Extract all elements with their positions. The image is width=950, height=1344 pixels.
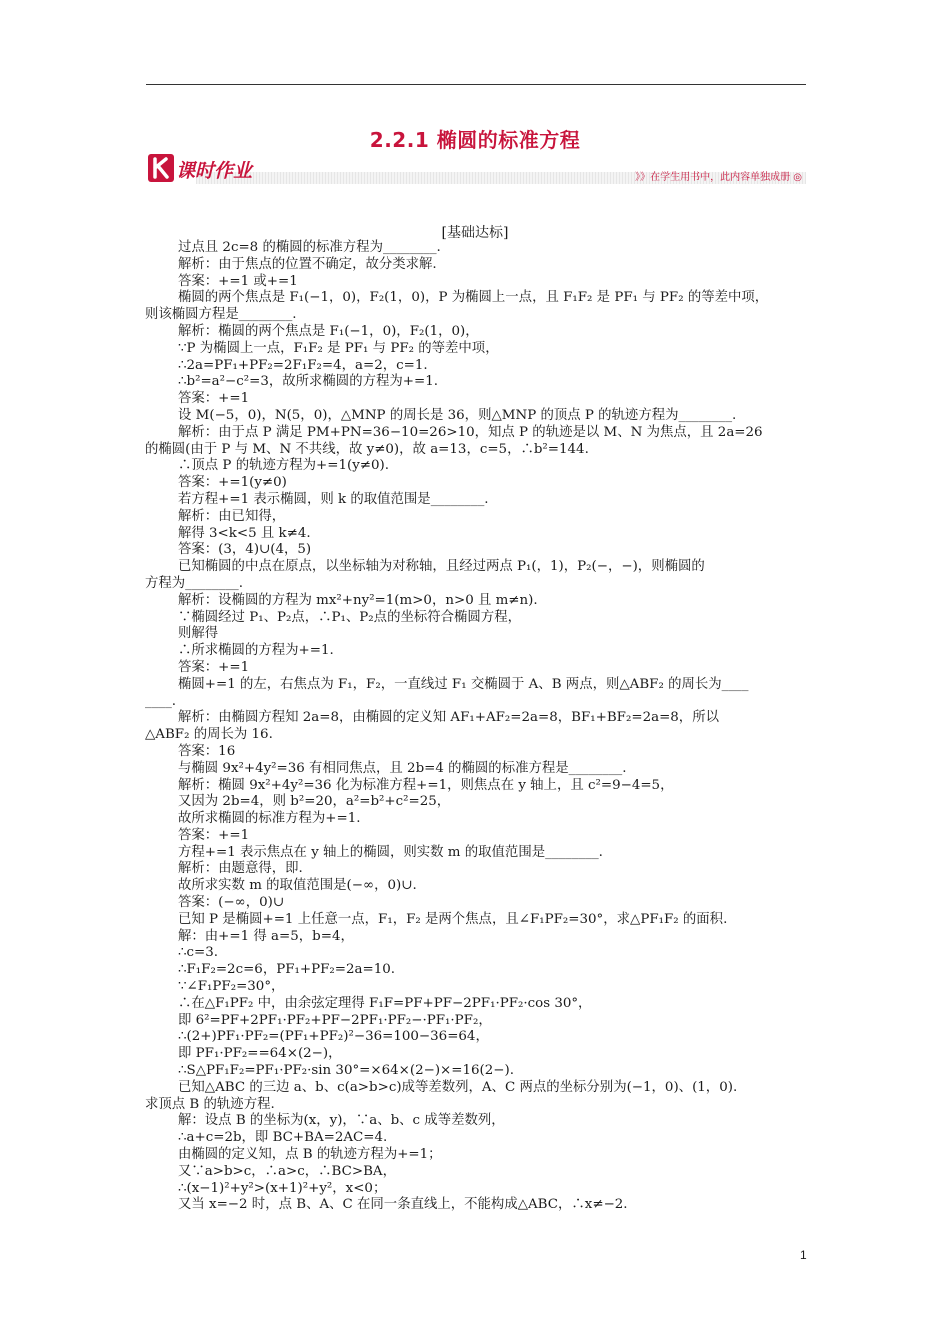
- text-line: 解析：由于焦点的位置不确定，故分类求解.: [178, 256, 437, 272]
- text-line: ∴c=3.: [178, 945, 219, 961]
- text-line: 解析：由椭圆方程知 2a=8，由椭圆的定义知 AF₁+AF₂=2a=8，BF₁+BF₂=2a=8，所以: [178, 710, 719, 726]
- text-line: ∴S△PF₁F₂=PF₁·PF₂·sin 30°=×64×(2−)×=16(2−).: [178, 1063, 514, 1079]
- lesson-banner: [146, 150, 806, 188]
- text-line: ∵椭圆经过 P₁、P₂点，∴P₁、P₂点的坐标符合椭圆方程，: [178, 609, 521, 625]
- text-line: ∴所求椭圆的方程为+=1.: [178, 643, 334, 659]
- text-line: 与椭圆 9x²+4y²=36 有相同焦点，且 2b=4 的椭圆的标准方程是________.: [178, 760, 627, 776]
- text-line: ∴F₁F₂=2c=6，PF₁+PF₂=2a=10.: [178, 962, 396, 978]
- text-line: 又当 x=−2 时，点 B、A、C 在同一条直线上，不能构成△ABC，∴x≠−2.: [178, 1197, 628, 1213]
- text-line: 解得 3<k<5 且 k≠4.: [178, 525, 311, 541]
- text-line: 答案：+=1: [178, 659, 250, 675]
- text-line: 则解得: [178, 626, 219, 642]
- text-line: 解析：由于点 P 满足 PM+PN=36−10=26>10，知点 P 的轨迹是以 M、N 为焦点，且 2a=26: [178, 424, 763, 440]
- text-line: ∴(x−1)²+y²>(x+1)²+y²，x<0；: [178, 1180, 387, 1196]
- text-line: ∴(2+)PF₁·PF₂=(PF₁+PF₂)²−36=100−36=64，: [178, 1029, 489, 1045]
- text-line: 答案：(−∞，0)∪: [178, 895, 285, 911]
- text-line: 即 6²=PF+2PF₁·PF₂+PF−2PF₁·PF₂−·PF₁·PF₂，: [178, 1012, 492, 1028]
- text-line: 解：设点 B 的坐标为(x，y)，∵a、b、c 成等差数列，: [178, 1113, 505, 1129]
- text-line: 过点且 2c=8 的椭圆的标准方程为________.: [178, 240, 441, 255]
- text-line: 已知 P 是椭圆+=1 上任意一点，F₁，F₂ 是两个焦点，且∠F₁PF₂=30°，求△PF₁F₂ 的面积.: [178, 911, 728, 927]
- text-line: ∴a+c=2b，即 BC+BA=2AC=4.: [178, 1130, 388, 1146]
- text-line: 即 PF₁·PF₂==64×(2−)，: [178, 1046, 342, 1062]
- text-line: 答案：+=1(y≠0): [178, 475, 287, 491]
- text-line: 解析：由题意得，即.: [178, 861, 303, 877]
- text-line: 解析：由已知得，: [178, 508, 286, 524]
- text-line: 解析：椭圆的两个焦点是 F₁(−1，0)，F₂(1，0)，: [178, 323, 479, 339]
- text-line: 求顶点 B 的轨迹方程.: [145, 1096, 275, 1112]
- section-heading: [基础达标]: [441, 225, 509, 241]
- text-line: 已知椭圆的中点在原点，以坐标轴为对称轴，且经过两点 P₁(，1)，P₂(−，−)，则椭圆的: [178, 559, 705, 575]
- text-line: 椭圆的两个焦点是 F₁(−1，0)，F₂(1，0)，P 为椭圆上一点，且 F₁F₂ 是 PF₁ 与 PF₂ 的等差中项，: [178, 290, 769, 306]
- text-line: 答案：+=1: [178, 827, 250, 843]
- text-line: 椭圆+=1 的左，右焦点为 F₁，F₂，一直线过 F₁ 交椭圆于 A、B 两点，则△ABF₂ 的周长为____: [178, 676, 749, 692]
- text-line: 答案：+=1: [178, 391, 250, 407]
- text-line: 答案：+=1 或+=1: [178, 273, 298, 289]
- text-line: 解：由+=1 得 a=5，b=4，: [178, 928, 354, 944]
- text-line: 方程+=1 表示焦点在 y 轴上的椭圆，则实数 m 的取值范围是________.: [178, 844, 603, 860]
- text-line: 的椭圆(由于 P 与 M、N 不共线，故 y≠0)，故 a=13，c=5，∴b²=144.: [145, 441, 589, 457]
- text-line: ____.: [145, 693, 177, 709]
- text-line: ∴顶点 P 的轨迹方程为+=1(y≠0).: [178, 458, 390, 474]
- text-line: 又∵a>b>c，∴a>c，∴BC>BA，: [178, 1163, 396, 1179]
- text-line: △ABF₂ 的周长为 16.: [145, 727, 273, 743]
- text-line: 解析：设椭圆的方程为 mx²+ny²=1(m>0，n>0 且 m≠n).: [178, 592, 538, 608]
- text-line: 若方程+=1 表示椭圆，则 k 的取值范围是________.: [178, 491, 489, 507]
- text-line: 设 M(−5，0)，N(5，0)，△MNP 的周长是 36，则△MNP 的顶点 P 的轨迹方程为________.: [178, 407, 737, 423]
- text-line: 由椭圆的定义知，点 B 的轨迹方程为+=1；: [178, 1147, 442, 1163]
- header-rule: [146, 84, 806, 85]
- text-line: ∴2a=PF₁+PF₂=2F₁F₂=4，a=2，c=1.: [178, 357, 428, 373]
- text-line: 又因为 2b=4，则 b²=20，a²=b²+c²=25，: [178, 794, 451, 810]
- text-line: 答案：(3，4)∪(4，5): [178, 542, 312, 558]
- text-line: ∵P 为椭圆上一点，F₁F₂ 是 PF₁ 与 PF₂ 的等差中项，: [178, 340, 499, 356]
- text-line: 已知△ABC 的三边 a、b、c(a>b>c)成等差数列，A、C 两点的坐标分别为(−1，0)、(1，0).: [178, 1079, 738, 1095]
- text-line: ∴在△F₁PF₂ 中，由余弦定理得 F₁F=PF+PF−2PF₁·PF₂·cos 30°，: [178, 995, 592, 1011]
- text-line: ∴b²=a²−c²=3，故所求椭圆的方程为+=1.: [178, 374, 438, 390]
- text-line: 方程为________.: [145, 575, 243, 591]
- k-logo-icon: [146, 152, 176, 184]
- text-line: 答案：16: [178, 743, 236, 759]
- banner-label: 课时作业: [176, 160, 253, 182]
- page-title: 2.2.1 椭圆的标准方程: [369, 128, 581, 152]
- exercise-body: [145, 240, 808, 1214]
- text-line: 解析：椭圆 9x²+4y²=36 化为标准方程+=1，则焦点在 y 轴上，且 c²=9−4=5，: [178, 777, 674, 793]
- page-number: 1: [800, 1248, 807, 1262]
- banner-note: 》》在学生用书中，此内容单独成册 ◎: [635, 172, 802, 183]
- text-line: ∵∠F₁PF₂=30°，: [178, 979, 285, 995]
- text-line: 则该椭圆方程是________.: [145, 307, 297, 323]
- text-line: 故所求实数 m 的取值范围是(−∞，0)∪.: [178, 878, 417, 894]
- text-line: 故所求椭圆的标准方程为+=1.: [178, 811, 361, 827]
